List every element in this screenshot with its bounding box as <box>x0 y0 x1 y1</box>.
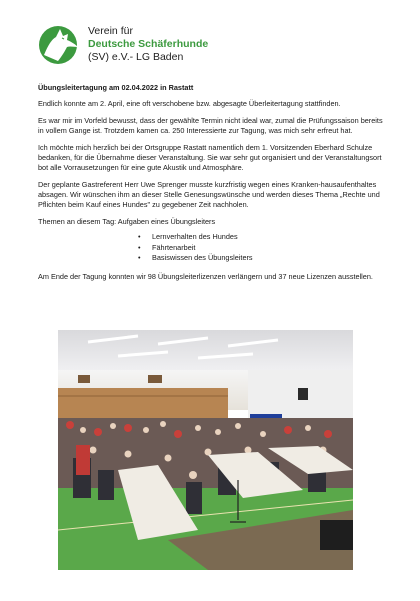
paragraph-date: Es war mir im Vorfeld bewusst, dass der gewählte Termin nicht ideal war, zumal die Prüfungssaison bereits in vollem Gange ist. Trotzdem kamen ca. 250 Interessierte zur Tagung, was mich sehr erfreut hat. <box>38 116 383 135</box>
paragraph-intro: Endlich konnte am 2. April, eine oft verschobene bzw. abgesagte Überleitertagung stattfinden. <box>38 99 341 108</box>
article <box>38 83 384 289</box>
topic-item: • Lernverhalten des Hundes <box>138 232 384 243</box>
sv-logo <box>38 25 80 65</box>
org-line-1: Verein für <box>88 25 133 37</box>
paragraph-speaker: Der geplante Gastreferent Herr Uwe Sprenger musste kurzfristig wegen eines Kranken-hausaufenthaltes absagen. Wir wünschen ihm an dieser Stelle Genesungswünsche und werden dieses Thema „Rechte und Pflichten beim Kauf eines Hundes" zu gegebener Zeit nachholen. <box>38 180 380 209</box>
article-title: Übungsleitertagung am 02.04.2022 in Rastatt <box>38 83 194 92</box>
org-line-2: Deutsche Schäferhunde <box>88 38 209 50</box>
topic-item: • Basiswissen des Übungsleiters <box>138 253 384 264</box>
paragraph-thanks: Ich möchte mich herzlich bei der Ortsgruppe Rastatt namentlich dem 1. Vorsitzenden Eberhard Schulze bedanken, für die Übernahme dieser Veranstaltung. Sie war sehr gut organisiert und der Veranstaltungsort bot alle Vorrausetzungen für eine gute Akustik und Atmosphäre. <box>38 143 382 172</box>
org-name <box>88 25 208 64</box>
org-line-3: (SV) e.V.- LG Baden <box>88 51 184 63</box>
event-hall-photo <box>58 330 353 570</box>
topic-list <box>38 232 384 264</box>
paragraph-closing: Am Ende der Tagung konnten wir 98 Übungsleiterlizenzen verlängern und 37 neue Lizenzen ausstellen. <box>38 271 373 281</box>
paragraph-topics-intro: Themen an diesem Tag: Aufgaben eines Übungsleiters <box>38 217 216 226</box>
topic-item: • Fährtenarbeit <box>138 243 384 254</box>
